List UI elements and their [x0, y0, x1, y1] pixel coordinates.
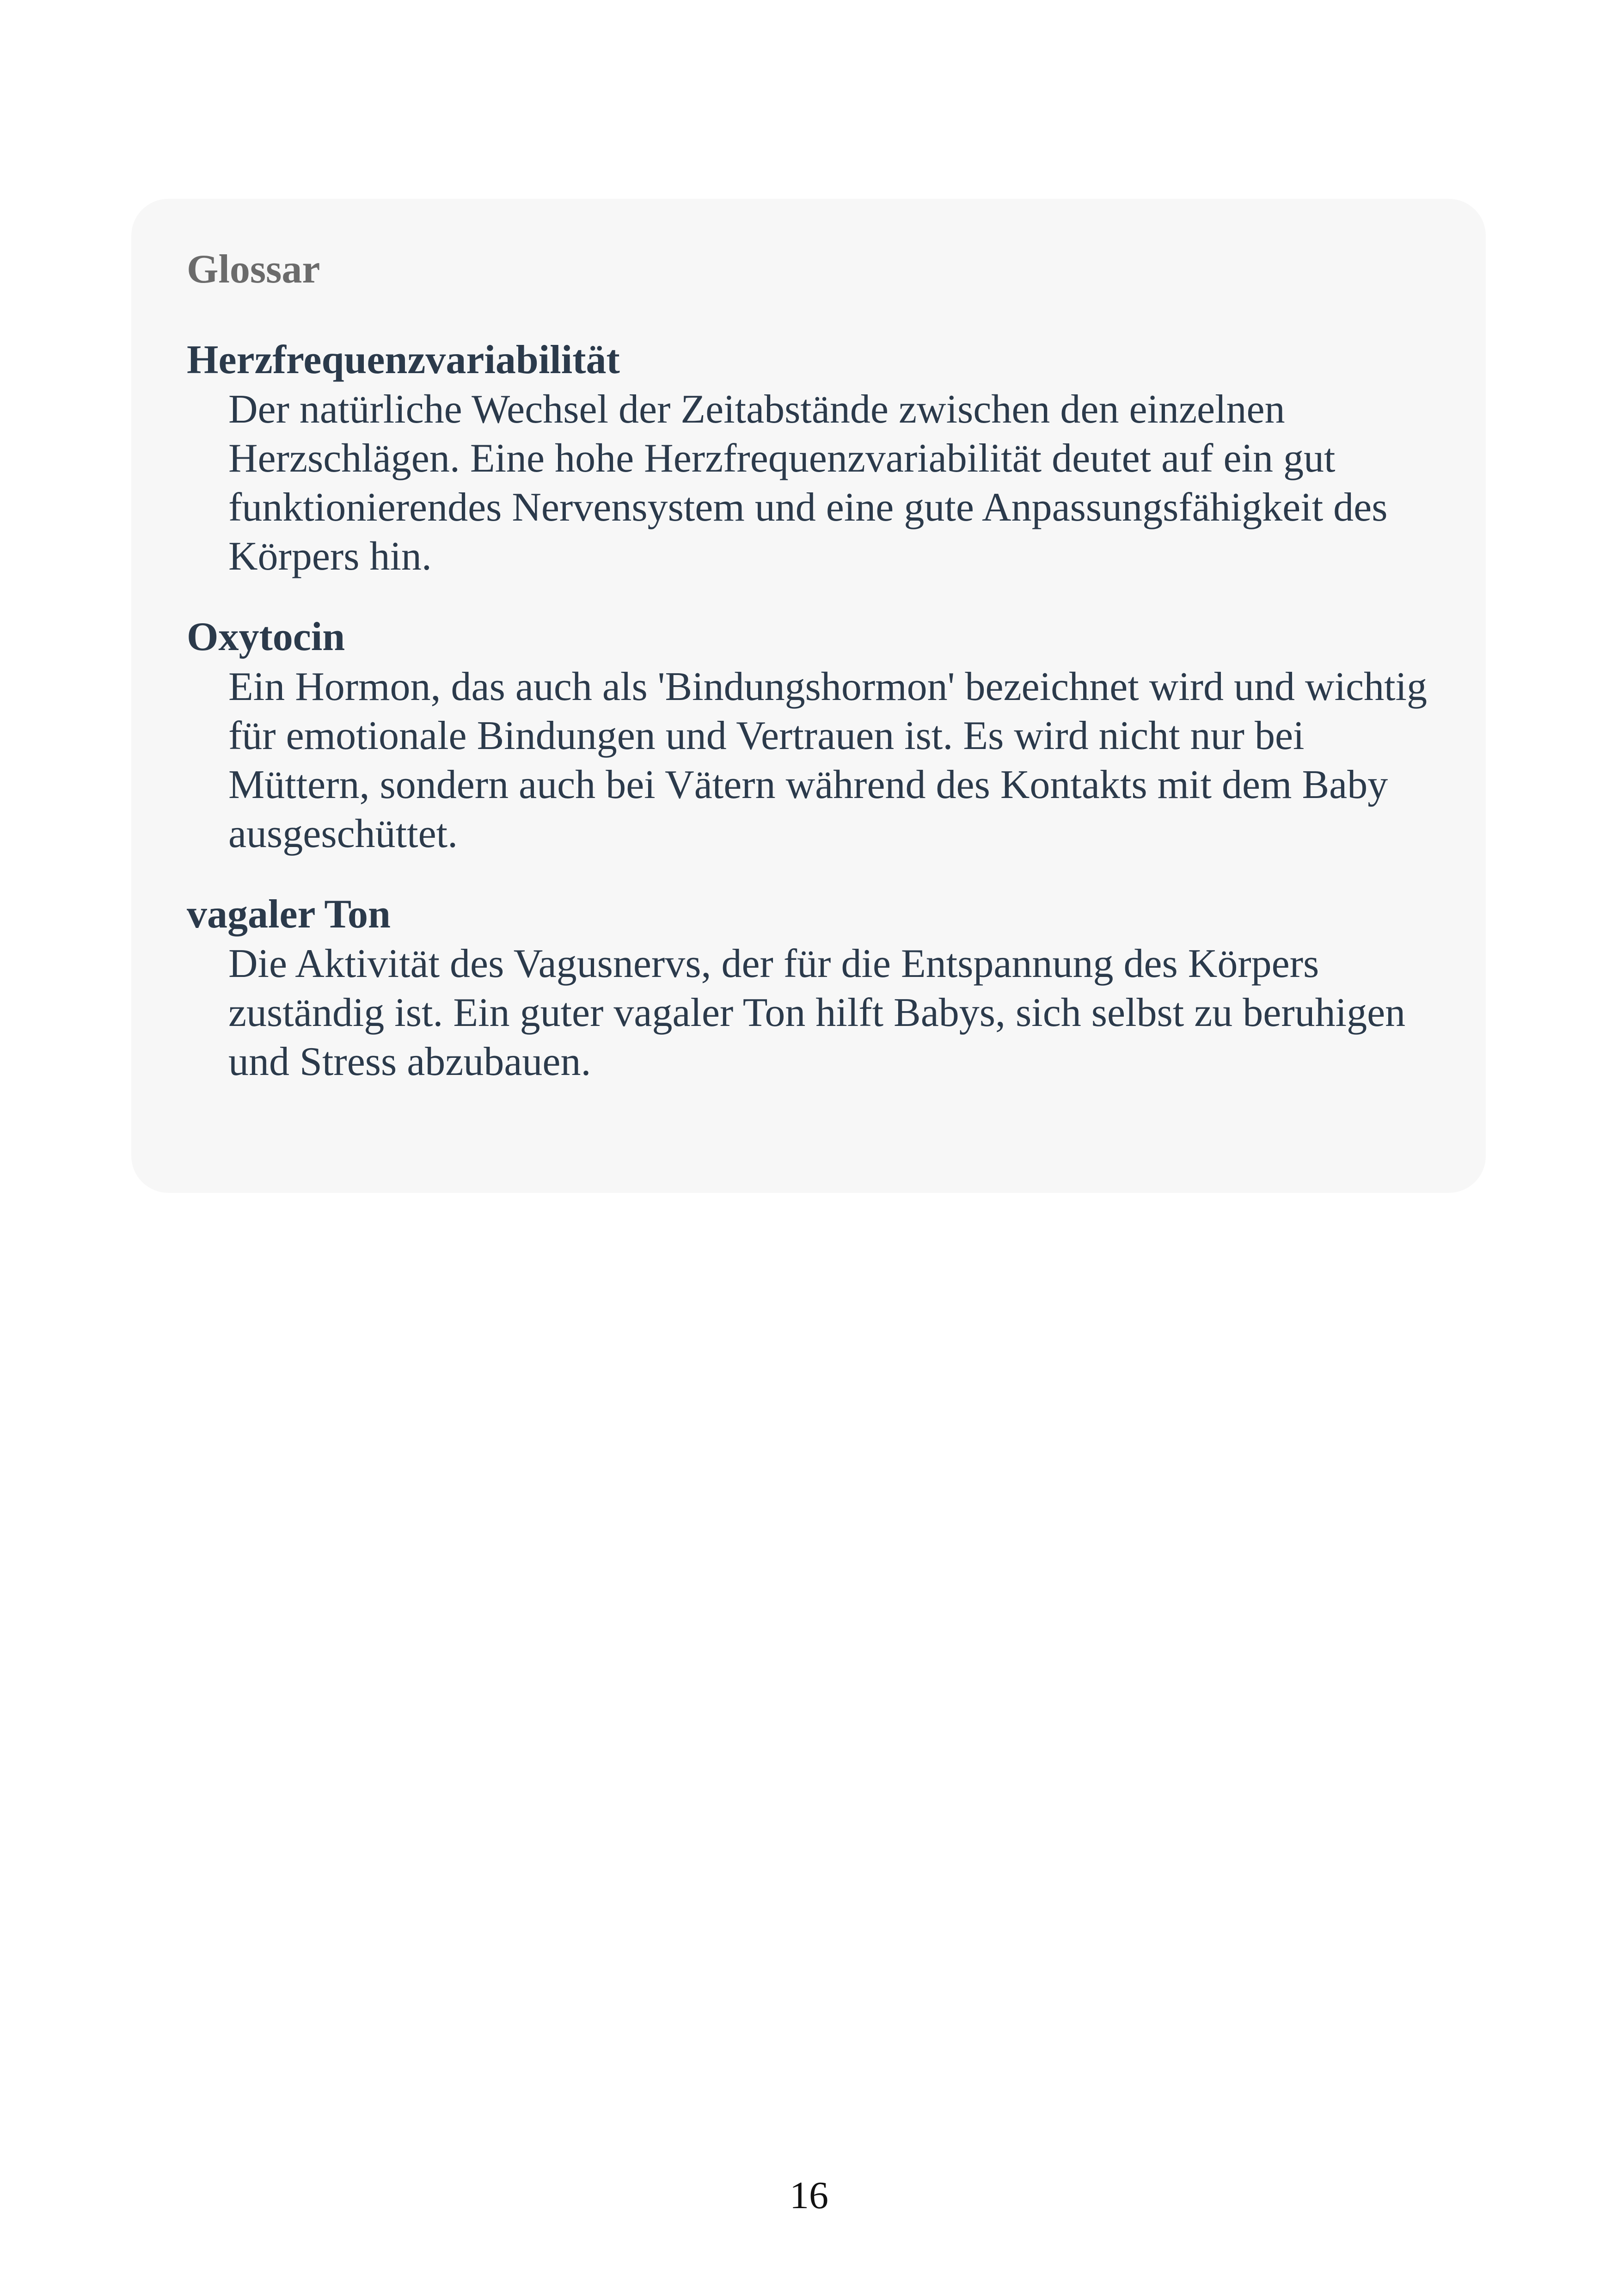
- page-number: 16: [790, 2174, 828, 2217]
- glossary-entry-oxytocin: [187, 613, 1430, 859]
- glossary-term: vagaler Ton: [187, 891, 391, 937]
- glossary-entry-vagaler-ton: [187, 890, 1430, 1087]
- glossary-definition: Ein Hormon, das auch als 'Bindungshormon' bezeichnet wird und wichtig für emotionale Bindungen und Vertrauen ist. Es wird nicht nur bei Müttern, sondern auch bei Vätern während des Kontakts mit dem Baby ausgeschüttet.: [228, 664, 1427, 856]
- glossary-entry-herzfrequenzvariabilitaet: [187, 336, 1430, 582]
- glossary-term: Herzfrequenzvariabilität: [187, 337, 620, 382]
- glossary-box: [131, 199, 1486, 1193]
- glossary-term: Oxytocin: [187, 614, 345, 660]
- glossary-definition: Die Aktivität des Vagusnervs, der für die Entspannung des Körpers zuständig ist. Ein guter vagaler Ton hilft Babys, sich selbst zu beruhigen und Stress abzubauen.: [228, 941, 1406, 1085]
- glossary-definition: Der natürliche Wechsel der Zeitabstände zwischen den einzelnen Herzschlägen. Eine hohe Herzfrequenzvariabilität deutet auf ein gut funktionierendes Nervensystem und eine gute Anpassungsfähigkeit des Körpers hin.: [228, 387, 1388, 579]
- glossary-title: Glossar: [187, 247, 320, 292]
